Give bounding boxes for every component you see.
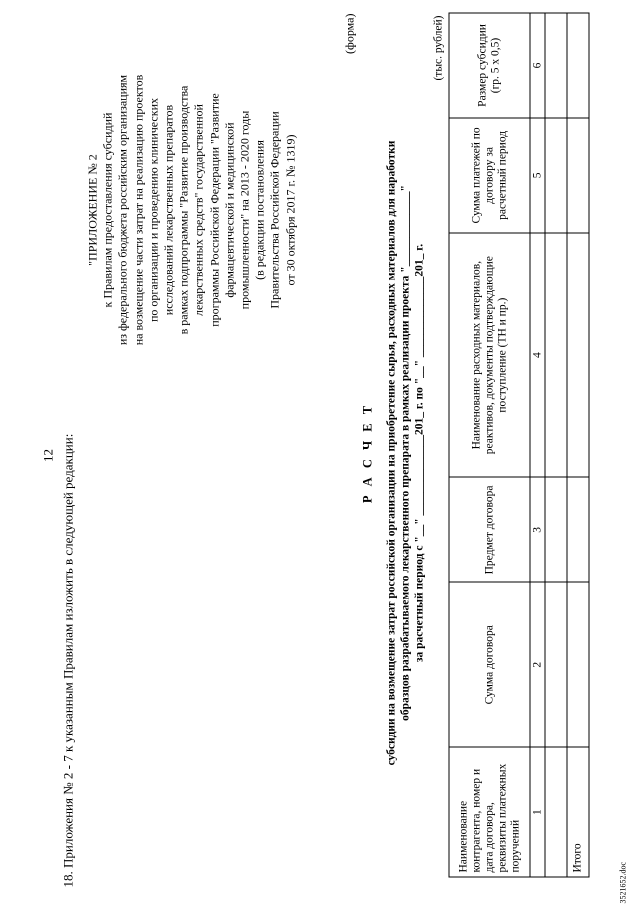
appendix-line: из федерального бюджета российским организациям (115, 74, 130, 345)
document-subtitle (384, 0, 426, 905)
table-cell (567, 117, 589, 232)
table-row (545, 13, 567, 877)
appendix-line: по организации и проведению клинических (145, 97, 160, 322)
table-cell (545, 582, 567, 747)
appendix-line: от 30 октября 2017 г. № 1319) (282, 134, 297, 286)
file-tag: 3521652.doc (618, 861, 627, 903)
total-row (567, 13, 589, 877)
appendix-line: промышленности" на 2013 - 2020 годы (237, 110, 252, 309)
table-header-row (449, 13, 530, 877)
column-number: 2 (530, 582, 545, 747)
form-note: (форма) (342, 13, 356, 54)
appendix-line: на возмещение части затрат на реализацию проектов (130, 74, 145, 345)
header-cell: Наименование контрагента, номер и дата договора, реквизиты платежных поручений (449, 747, 530, 877)
appendix-line: (в редакции постановления (252, 139, 267, 280)
header-cell: Сумма договора (449, 582, 530, 747)
header-cell: Наименование расходных материалов, реактивов, документы подтверждающие поступление (ТН и пр.) (449, 232, 530, 477)
appendix-line: в рамках подпрограммы "Развитие производства (176, 85, 191, 334)
header-cell: Размер субсидии (гр. 5 х 0,5) (449, 13, 530, 118)
appendix-block (85, 12, 298, 407)
document-title: Р А С Ч Е Т (360, 402, 374, 503)
appendix-line: Правительства Российской Федерации (267, 110, 282, 309)
header-cell: Сумма платежей по договору за расчетный период (449, 117, 530, 232)
table-cell (567, 582, 589, 747)
table-cell (545, 747, 567, 877)
table-cell (567, 477, 589, 582)
subtitle-line: субсидии на возмещение затрат российской организации на приобретение сырья, расходных материалов для наработки (385, 140, 397, 765)
subtitle-line: за расчетный период с "__" ______________201_ г. по "__" ______________201_ г. (413, 243, 425, 662)
column-number: 3 (530, 477, 545, 582)
table-cell (545, 232, 567, 477)
table-cell (545, 477, 567, 582)
column-number-row (530, 13, 545, 877)
total-label: Итого (567, 747, 589, 877)
column-number: 4 (530, 232, 545, 477)
header-cell: Предмет договора (449, 477, 530, 582)
column-number: 1 (530, 747, 545, 877)
table-cell (567, 232, 589, 477)
column-number: 6 (530, 13, 545, 118)
appendix-line: к Правилам предоставления субсидий (100, 112, 115, 307)
calculation-table (448, 12, 589, 877)
table-cell (567, 13, 589, 118)
appendix-line: программы Российской Федерации "Развитие (206, 92, 221, 327)
appendix-line: исследований лекарственных препаратов (161, 104, 176, 315)
subtitle-line: образцов разрабатываемого лекарственного препарата в рамках реализации проекта "_____________" (399, 184, 411, 721)
page-number: 12 (40, 448, 55, 462)
intro-text: 18. Приложения № 2 - 7 к указанным Правилам изложить в следующей редакции: (60, 433, 75, 887)
table-cell (545, 13, 567, 118)
column-number: 5 (530, 117, 545, 232)
table-cell (545, 117, 567, 232)
appendix-line: лекарственных средств" государственной (191, 103, 206, 316)
appendix-line: "ПРИЛОЖЕНИЕ № 2 (85, 153, 99, 266)
units-note: (тыс. рублей) (432, 15, 444, 81)
appendix-line: фармацевтической и медицинской (221, 121, 236, 298)
